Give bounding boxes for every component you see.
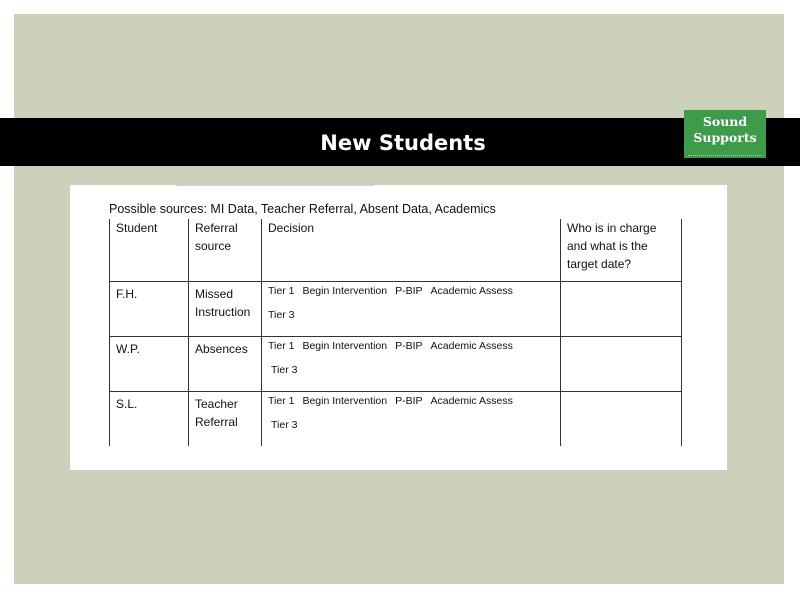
student-cell: F.H. — [110, 282, 189, 337]
owner-cell[interactable] — [561, 392, 682, 447]
decision-cell — [262, 392, 561, 447]
owner-cell[interactable] — [561, 282, 682, 337]
referral-source-cell: Absences — [189, 337, 262, 392]
header-decision: Decision — [262, 219, 561, 282]
option-tier-3[interactable]: Tier 3 — [271, 419, 298, 431]
title-bar — [0, 118, 800, 166]
option-tier-3[interactable]: Tier 3 — [271, 364, 298, 376]
content-panel — [70, 185, 727, 470]
option-p-bip[interactable]: P-BIP — [395, 340, 423, 352]
option-academic-assess[interactable]: Academic Assess — [430, 395, 513, 407]
logo-line-2: Supports — [693, 130, 757, 145]
table-row — [110, 282, 682, 337]
referral-source-cell: Missed Instruction — [189, 282, 262, 337]
option-tier-3[interactable]: Tier 3 — [268, 309, 295, 321]
option-p-bip[interactable]: P-BIP — [395, 395, 423, 407]
option-begin-intervention[interactable]: Begin Intervention — [302, 340, 388, 352]
referral-source-cell: Teacher Referral — [189, 392, 262, 447]
panel-accent-line — [176, 185, 374, 186]
option-begin-intervention[interactable]: Begin Intervention — [302, 285, 388, 297]
owner-cell[interactable] — [561, 337, 682, 392]
option-tier-1[interactable]: Tier 1 — [268, 285, 295, 297]
logo-dotted-rule — [688, 155, 762, 156]
option-tier-1[interactable]: Tier 1 — [268, 395, 295, 407]
option-p-bip[interactable]: P-BIP — [395, 285, 423, 297]
header-owner-target-date: Who is in charge and what is the target date? — [561, 219, 682, 282]
slide-title: New Students — [320, 131, 486, 155]
header-student: Student — [110, 219, 189, 282]
header-referral-source: Referral source — [189, 219, 262, 282]
student-cell: S.L. — [110, 392, 189, 447]
table-row — [110, 392, 682, 447]
possible-sources-text: Possible sources: MI Data, Teacher Referral, Absent Data, Academics — [109, 202, 496, 216]
option-academic-assess[interactable]: Academic Assess — [430, 340, 513, 352]
option-begin-intervention[interactable]: Begin Intervention — [302, 395, 388, 407]
decision-cell — [262, 282, 561, 337]
new-students-table — [109, 219, 682, 446]
student-cell: W.P. — [110, 337, 189, 392]
logo-line-1: Sound — [702, 114, 748, 129]
table-header-row — [110, 219, 682, 282]
table-row — [110, 337, 682, 392]
option-tier-1[interactable]: Tier 1 — [268, 340, 295, 352]
decision-cell — [262, 337, 561, 392]
sound-supports-logo — [684, 110, 766, 158]
option-academic-assess[interactable]: Academic Assess — [430, 285, 513, 297]
